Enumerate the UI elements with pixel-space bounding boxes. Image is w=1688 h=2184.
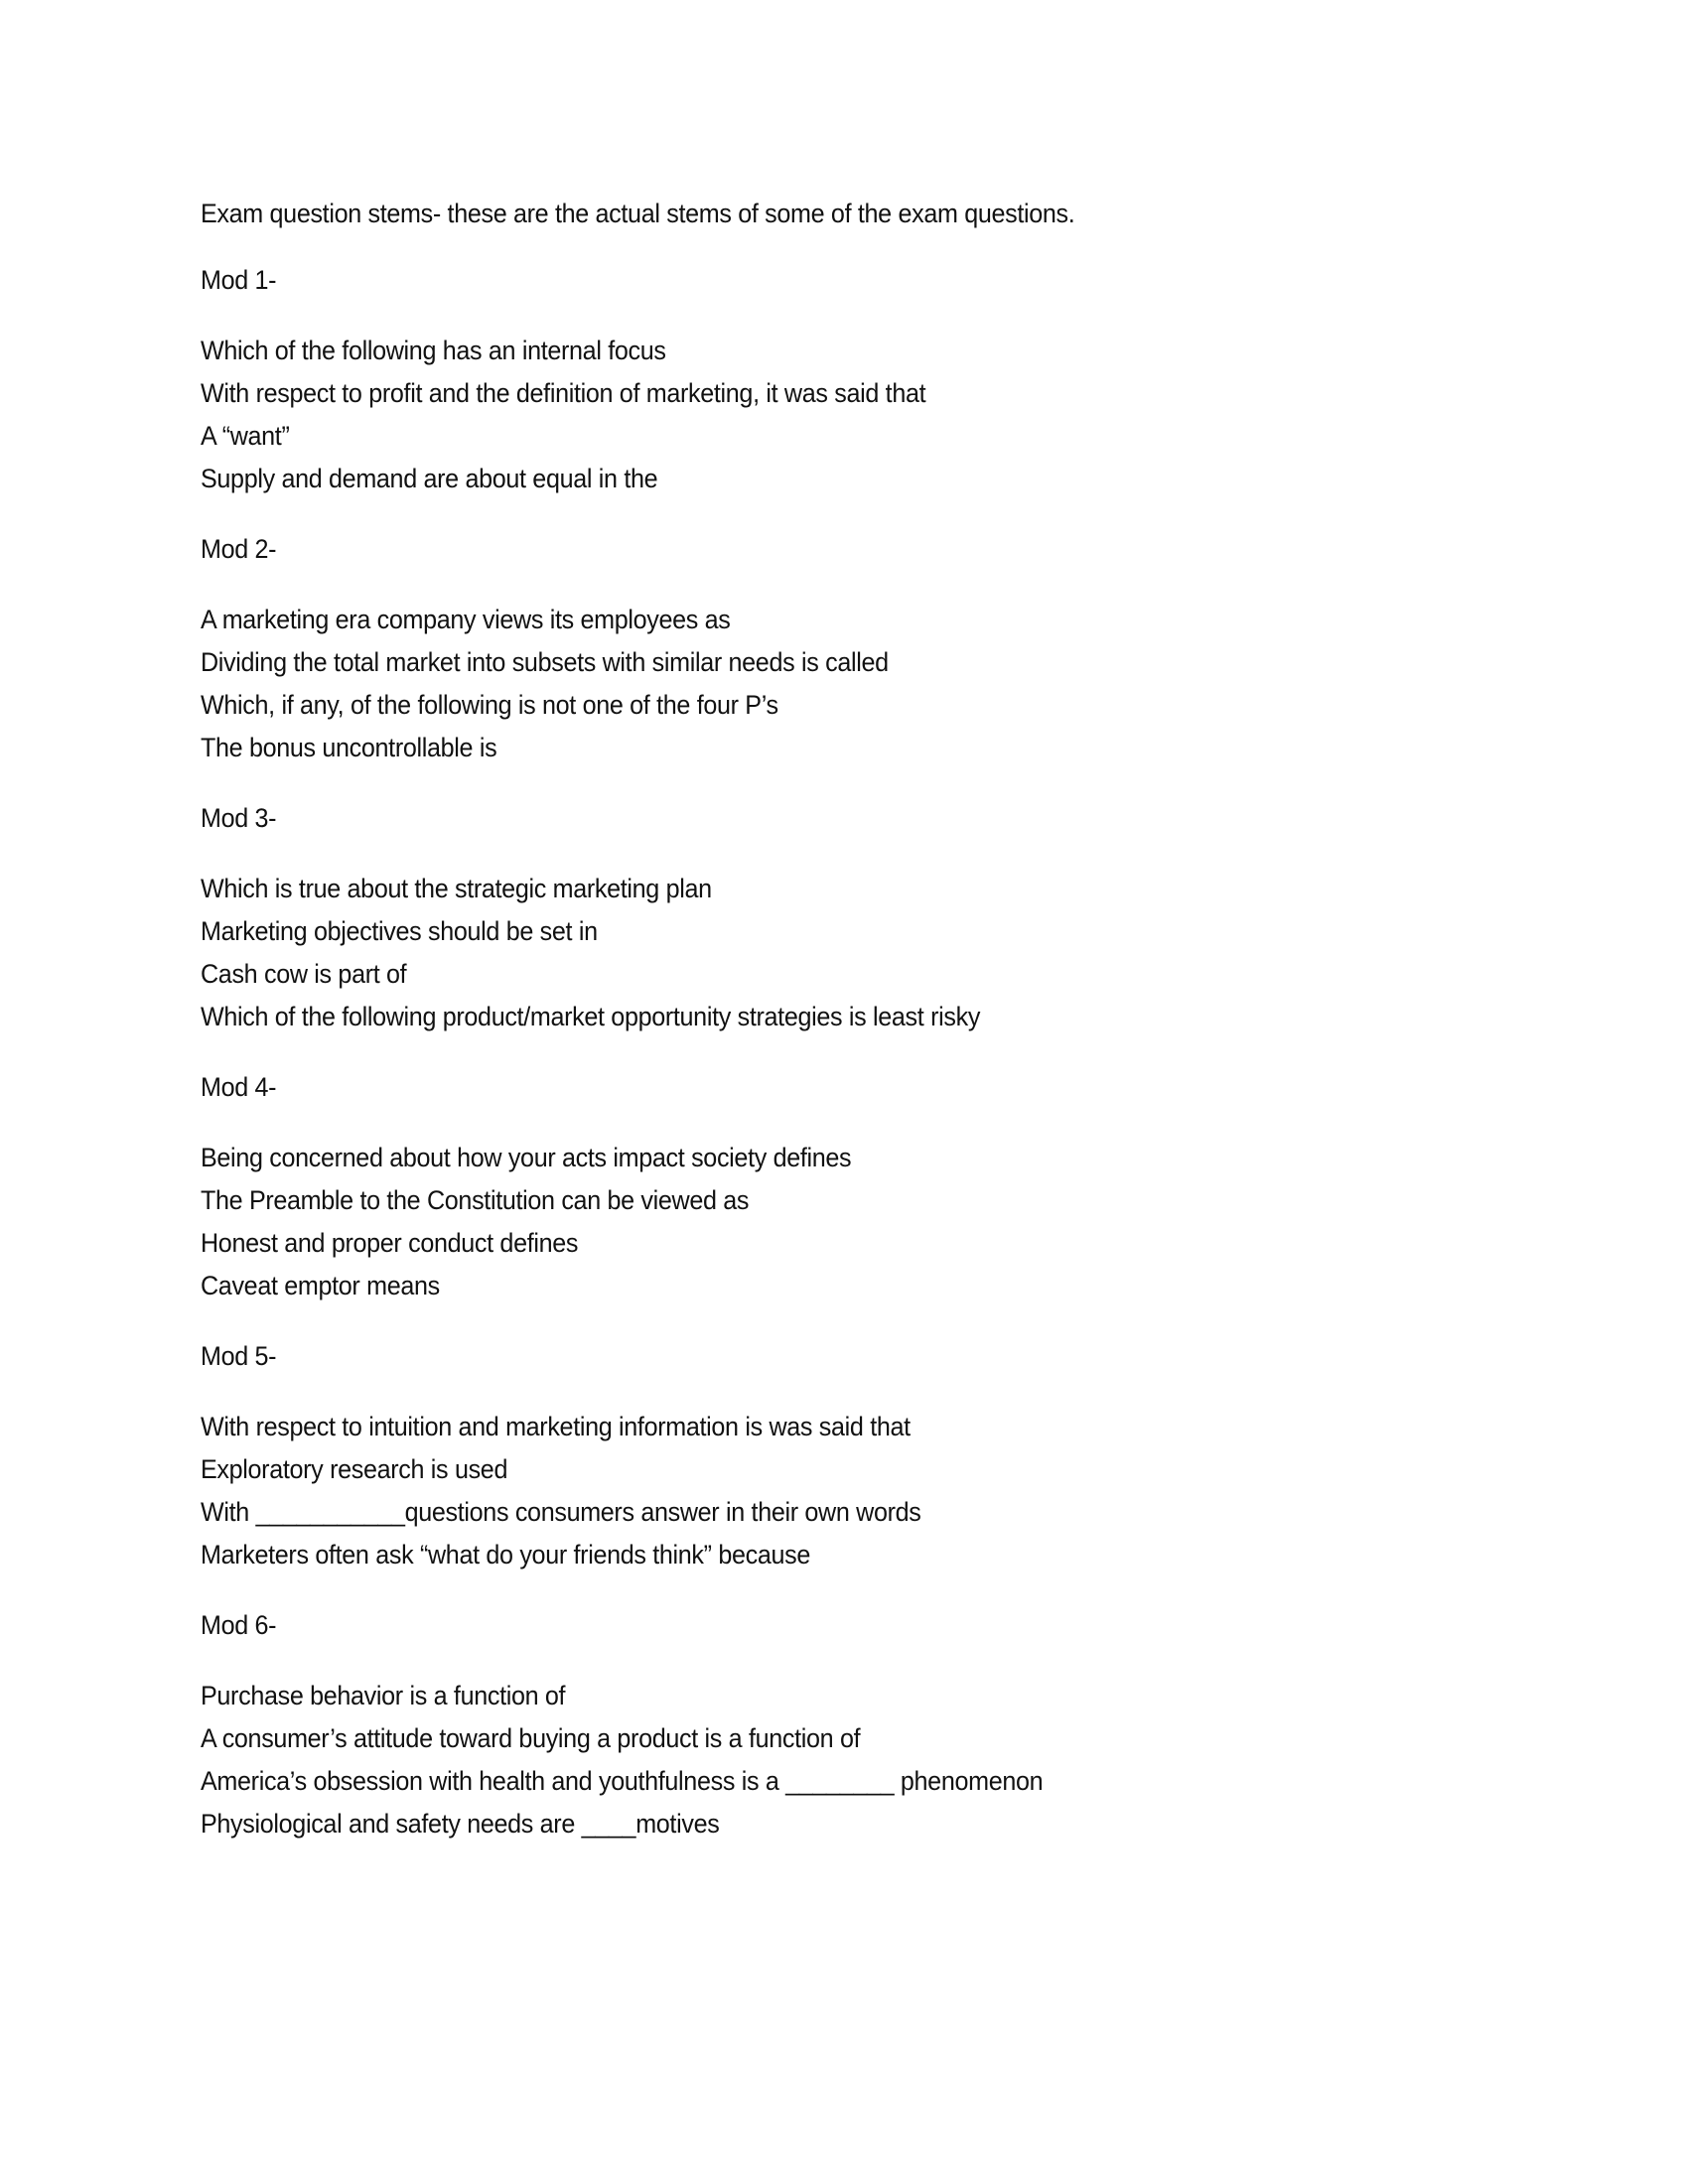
fill-in-blank: ___________ (255, 1497, 405, 1527)
question-stem: Which is true about the strategic marketing plan (201, 874, 712, 903)
question-stem: The bonus uncontrollable is (201, 733, 497, 762)
question-stem-with-blank (201, 1495, 921, 1529)
fill-in-blank: ________ (785, 1766, 895, 1796)
question-stem: The Preamble to the Constitution can be viewed as (201, 1185, 750, 1215)
stem-text-before: America’s obsession with health and youthfulness is a (201, 1766, 786, 1796)
stem-text-after: phenomenon (894, 1766, 1044, 1796)
question-stem-with-blank (201, 1764, 1043, 1798)
stem-text-before: With (201, 1497, 256, 1527)
question-stem: Supply and demand are about equal in the (201, 464, 658, 493)
question-stem: A marketing era company views its employees as (201, 605, 731, 634)
question-stem: Which, if any, of the following is not one of the four P’s (201, 690, 778, 720)
question-stem: With respect to profit and the definition of marketing, it was said that (201, 378, 926, 408)
question-stem: Dividing the total market into subsets with similar needs is called (201, 647, 889, 677)
question-stem: Being concerned about how your acts impact society defines (201, 1143, 852, 1172)
question-stem: Purchase behavior is a function of (201, 1681, 566, 1710)
question-stem: A consumer’s attitude toward buying a product is a function of (201, 1723, 861, 1753)
question-stem: Honest and proper conduct defines (201, 1228, 579, 1258)
stem-text-after: questions consumers answer in their own words (404, 1497, 921, 1527)
section-heading: Mod 1- (201, 265, 277, 295)
question-stem: Which of the following has an internal focus (201, 336, 666, 365)
fill-in-blank: ____ (581, 1809, 636, 1839)
question-stem: Exploratory research is used (201, 1454, 508, 1484)
question-stem: With respect to intuition and marketing information is was said that (201, 1412, 911, 1441)
section-heading: Mod 3- (201, 803, 277, 833)
question-stem: A “want” (201, 421, 290, 451)
question-stem: Marketing objectives should be set in (201, 916, 598, 946)
question-stem-with-blank (201, 1807, 719, 1841)
document-title: Exam question stems- these are the actual stems of some of the exam questions. (201, 199, 1075, 228)
section-heading: Mod 6- (201, 1610, 277, 1640)
question-stem: Which of the following product/market opportunity strategies is least risky (201, 1002, 981, 1031)
section-heading: Mod 5- (201, 1341, 277, 1371)
section-heading: Mod 4- (201, 1072, 277, 1102)
stem-text-after: motives (635, 1809, 720, 1839)
question-stem: Cash cow is part of (201, 959, 407, 989)
stem-text-before: Physiological and safety needs are (201, 1809, 582, 1839)
question-stem: Caveat emptor means (201, 1271, 440, 1300)
question-stem: Marketers often ask “what do your friends think” because (201, 1540, 811, 1570)
section-heading: Mod 2- (201, 534, 277, 564)
